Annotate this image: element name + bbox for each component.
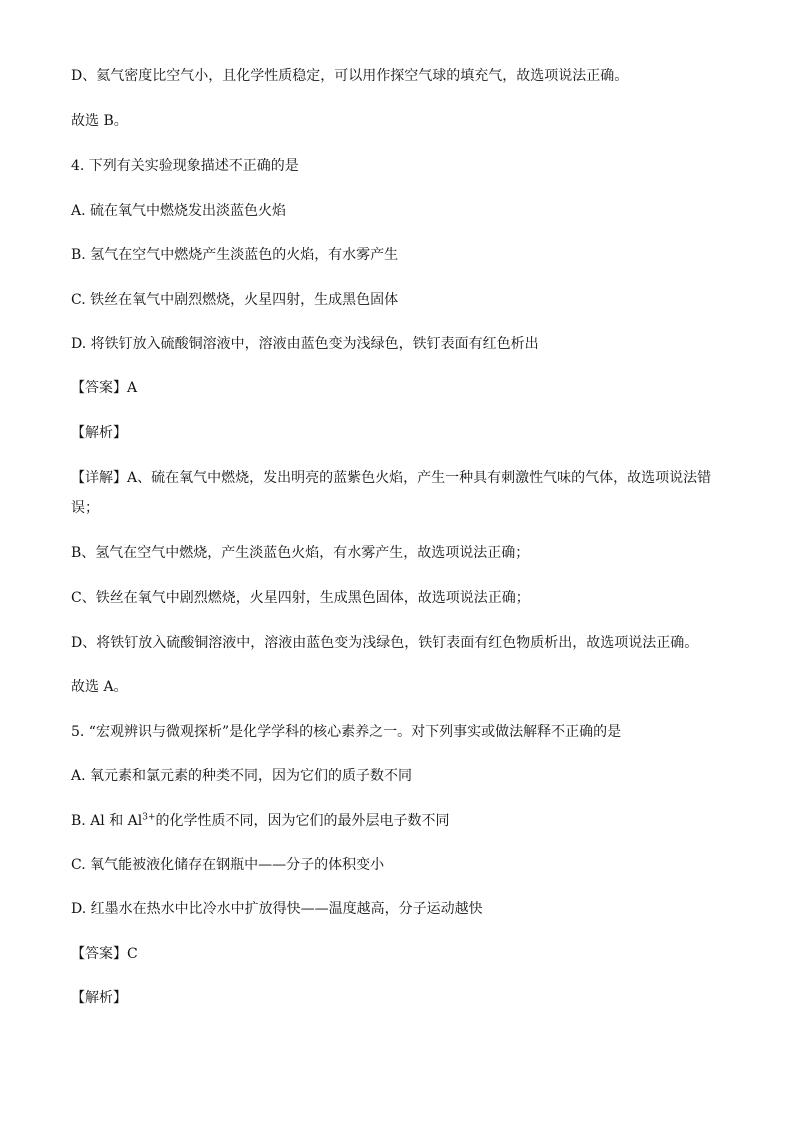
option-4a: A. 硫在氧气中燃烧发出淡蓝色火焰	[71, 203, 287, 219]
analysis-heading-5: 【解析】	[71, 990, 127, 1006]
ion-charge: 3+	[142, 812, 156, 823]
option-5b-post: 的化学性质不同，因为它们的最外层电子数不同	[155, 813, 450, 829]
option-4b: B. 氢气在空气中燃烧产生淡蓝色的火焰，有水雾产生	[71, 247, 399, 263]
detail-explanation-d: D、将铁钉放入硫酸铜溶液中，溶液由蓝色变为浅绿色，铁钉表面有红色物质析出，故选项说法正确。	[71, 635, 699, 651]
text-line: 故选 A。	[71, 679, 128, 695]
question-5: 5. “宏观辨识与微观探析”是化学学科的核心素养之一。对下列事实或做法解释不正确的是	[71, 724, 622, 740]
option-5a: A. 氧元素和氯元素的种类不同，因为它们的质子数不同	[71, 768, 413, 784]
option-5d: D. 红墨水在热水中比冷水中扩放得快——温度越高，分子运动越快	[71, 901, 483, 917]
text-line: 故选 B。	[71, 113, 128, 129]
answer-4: 【答案】A	[71, 380, 138, 396]
option-5c: C. 氧气能被液化储存在钢瓶中——分子的体积变小	[71, 857, 385, 873]
text-line: D、氦气密度比空气小，且化学性质稳定，可以用作探空气球的填充气，故选项说法正确。	[71, 68, 629, 84]
answer-5: 【答案】C	[71, 946, 138, 962]
detail-explanation-b: B、氢气在空气中燃烧，产生淡蓝色火焰，有水雾产生，故选项说法正确；	[71, 545, 530, 561]
question-4: 4. 下列有关实验现象描述不正确的是	[71, 158, 299, 174]
option-5b-pre: B. Al 和 Al	[71, 813, 143, 829]
detail-explanation-c: C、铁丝在氧气中剧烈燃烧，火星四射，生成黑色固体，故选项说法正确；	[71, 590, 530, 606]
detail-explanation-a: 【详解】A、硫在氧气中燃烧，发出明亮的蓝紫色火焰，产生一种具有刺激性气味的气体，故选项说法错误；	[71, 470, 712, 516]
option-4d: D. 将铁钉放入硫酸铜溶液中，溶液由蓝色变为浅绿色，铁钉表面有红色析出	[71, 336, 539, 352]
option-4c: C. 铁丝在氧气中剧烈燃烧，火星四射，生成黑色固体	[71, 292, 399, 308]
analysis-heading-4: 【解析】	[71, 425, 127, 441]
option-5b	[71, 811, 734, 831]
